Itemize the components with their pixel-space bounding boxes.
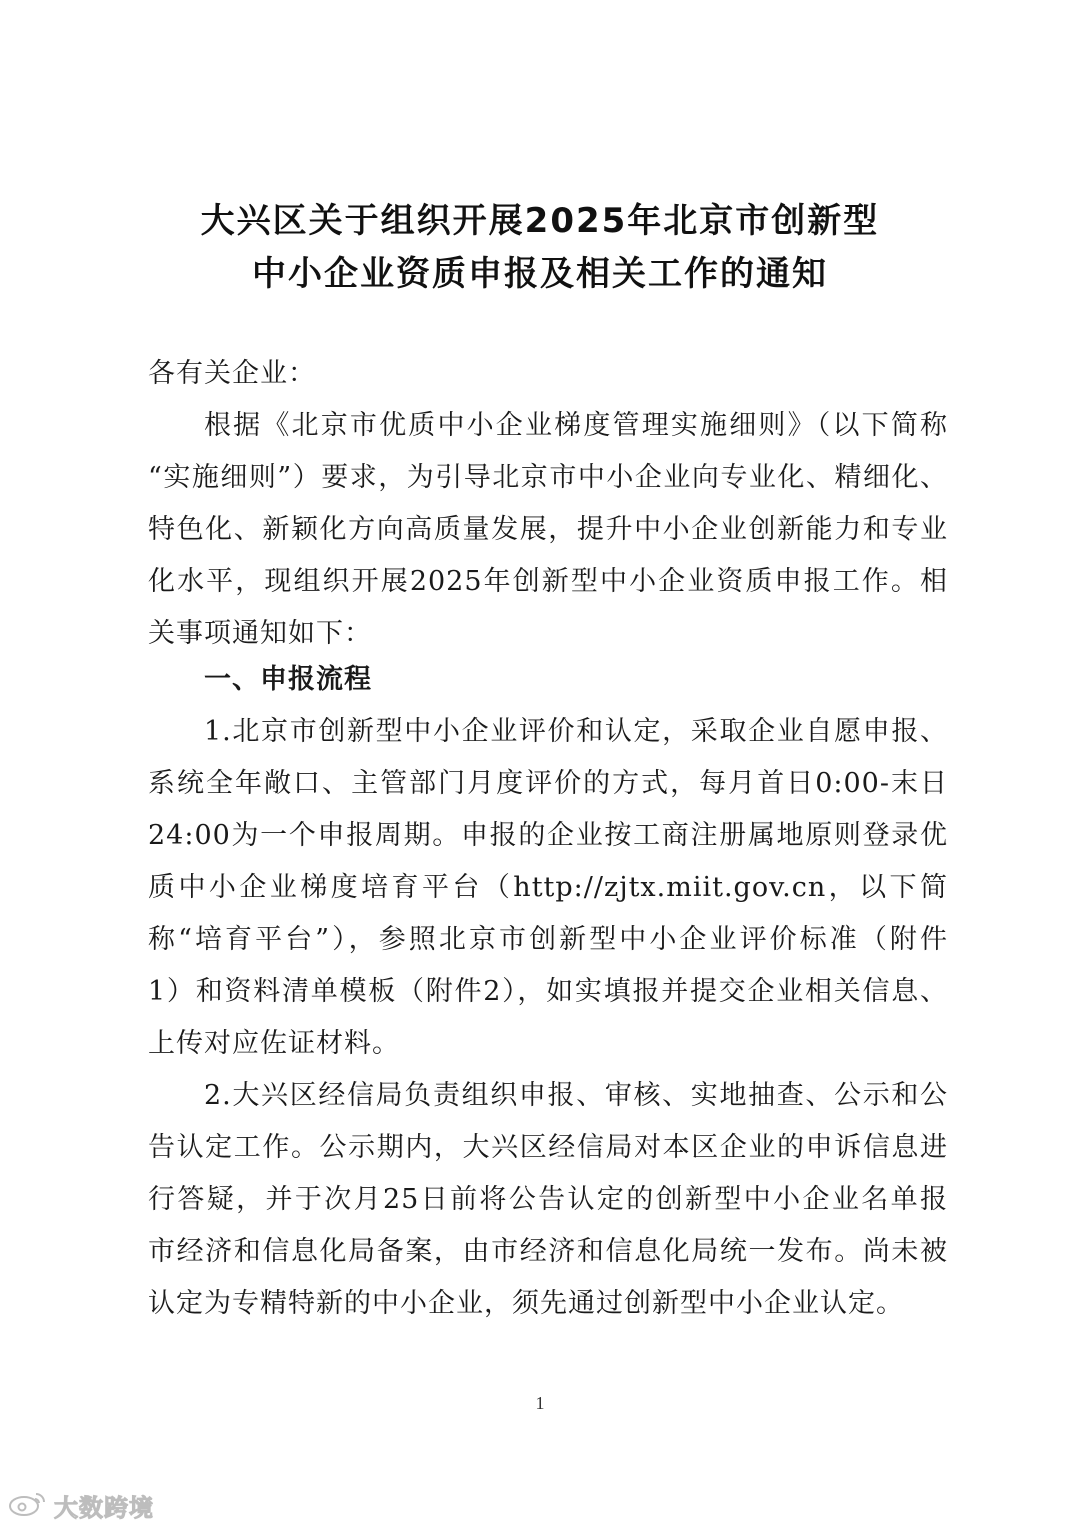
document-title-line-2: 中小企业资质申报及相关工作的通知	[252, 254, 828, 294]
para2-line-2: 系统全年敞口、主管部门月度评价的方式，每月首日0:00-末日	[148, 768, 948, 799]
para3-line-5: 认定为专精特新的中小企业，须先通过创新型中小企业认定。	[148, 1288, 904, 1319]
salutation: 各有关企业：	[148, 358, 316, 389]
para1-line-5: 关事项通知如下：	[148, 618, 372, 649]
weibo-logo-icon	[8, 1489, 48, 1521]
watermark	[8, 1490, 154, 1520]
para1-line-3: 特色化、新颖化方向高质量发展，提升中小企业创新能力和专业	[148, 514, 948, 545]
para2-line-3: 24:00为一个申报周期。申报的企业按工商注册属地原则登录优	[148, 820, 948, 851]
para3-line-3: 行答疑，并于次月25日前将公告认定的创新型中小企业名单报	[148, 1184, 948, 1215]
watermark-text: 大数跨境	[54, 1493, 154, 1522]
para2-line-7: 上传对应佐证材料。	[148, 1028, 400, 1059]
para2-line-4: 质中小企业梯度培育平台（http://zjtx.miit.gov.cn，以下简	[148, 872, 948, 903]
para1-line-4: 化水平，现组织开展2025年创新型中小企业资质申报工作。相	[148, 566, 948, 597]
para1-line-1: 根据《北京市优质中小企业梯度管理实施细则》（以下简称	[204, 410, 948, 441]
para2-line-5: 称“培育平台”），参照北京市创新型中小企业评价标准（附件	[148, 924, 948, 955]
para1-line-2: “实施细则”）要求，为引导北京市中小企业向专业化、精细化、	[148, 462, 948, 493]
para3-line-2: 告认定工作。公示期内，大兴区经信局对本区企业的申诉信息进	[148, 1132, 948, 1163]
document-title-line-1: 大兴区关于组织开展2025年北京市创新型	[200, 201, 880, 241]
para3-line-1: 2.大兴区经信局负责组织申报、审核、实地抽查、公示和公	[204, 1080, 948, 1111]
para3-line-4: 市经济和信息化局备案，由市经济和信息化局统一发布。尚未被	[148, 1236, 948, 1267]
para2-line-1: 1.北京市创新型中小企业评价和认定，采取企业自愿申报、	[204, 716, 948, 747]
page-number: 1	[535, 1393, 545, 1413]
section-heading-1: 一、申报流程	[204, 664, 372, 695]
para2-line-6: 1）和资料清单模板（附件2），如实填报并提交企业相关信息、	[148, 976, 948, 1007]
